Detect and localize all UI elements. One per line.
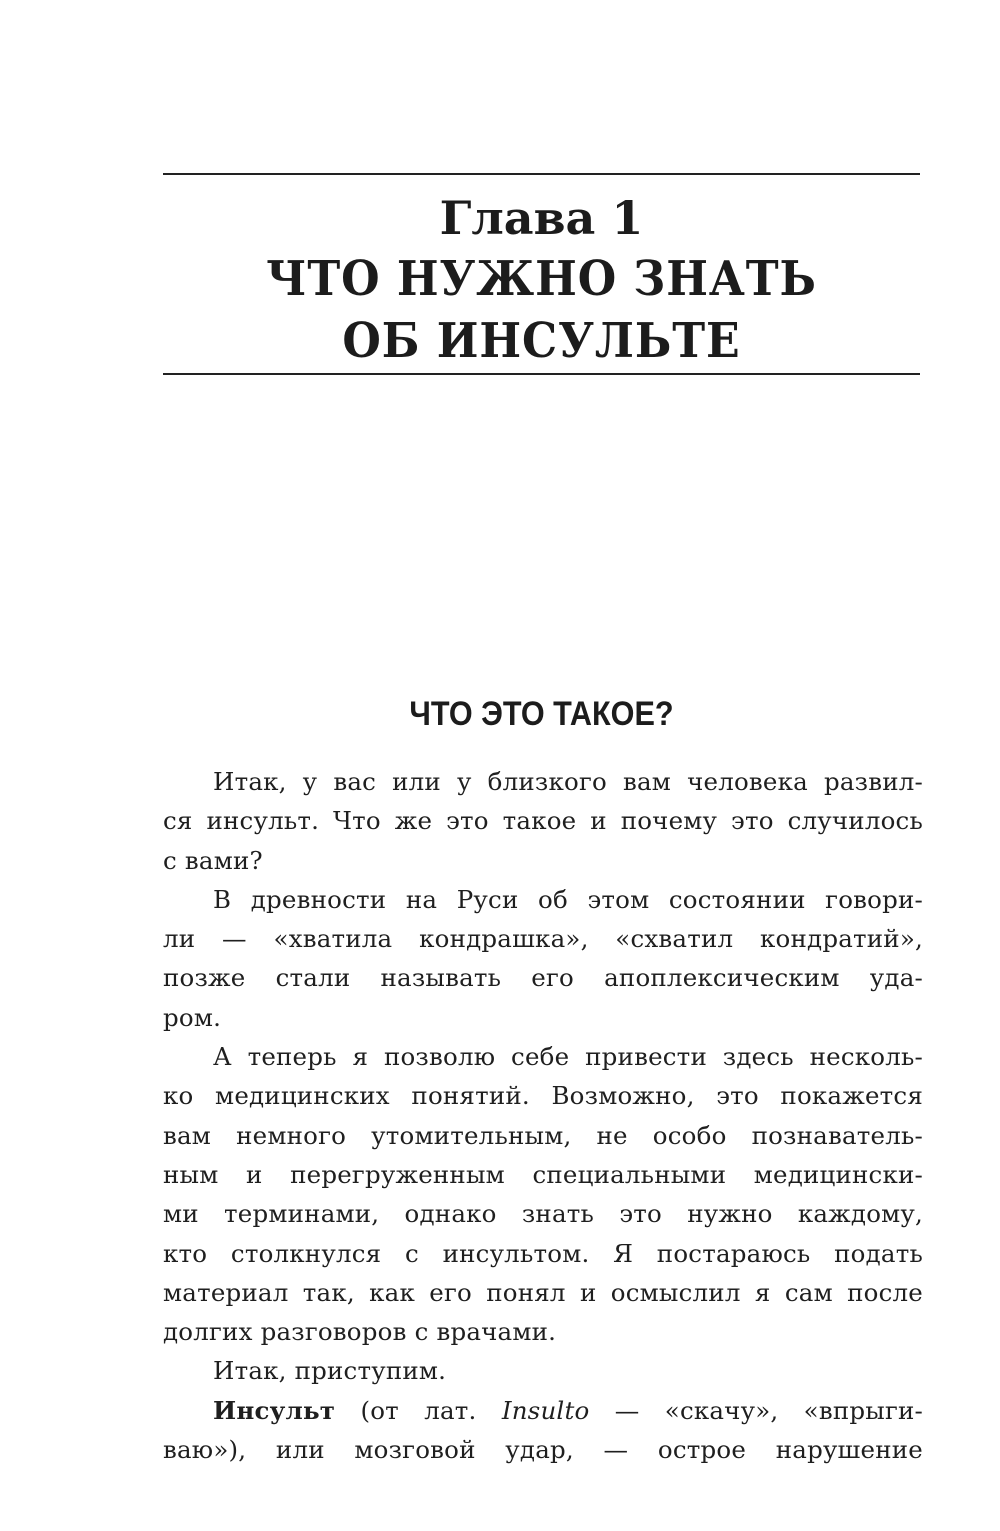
text-line: ром. (163, 1002, 222, 1032)
text-line: ли — «хватила кондрашка», «схватил кондратий», (163, 924, 923, 954)
text-line: кто столкнулся с инсультом. Я постараюсь подать (163, 1238, 923, 1268)
text-line: долгих разговоров с врачами. (163, 1317, 557, 1347)
section-title: ЧТО ЭТО ТАКОЕ? (409, 695, 674, 733)
chapter-label: Глава 1 (439, 191, 644, 245)
latin-term: Insulto (501, 1395, 590, 1425)
text-line: с вами? (163, 845, 263, 875)
text-line: ся инсульт. Что же это такое и почему это случилось (163, 806, 923, 836)
chapter-title-line-1: ЧТО НУЖНО ЗНАТЬ (266, 251, 817, 307)
text-line: позже стали называть его апоплексическим уда- (163, 963, 923, 993)
definition-text: — «скачу», «впрыги- (589, 1395, 923, 1425)
chapter-bottom-rule (163, 373, 920, 375)
text-line: ми терминами, однако знать это нужно каждому, (163, 1199, 923, 1229)
text-line: вам немного утомительным, не особо познаватель- (163, 1120, 923, 1150)
definition-text: (от лат. (335, 1395, 502, 1425)
definition-line-1 (163, 1391, 923, 1430)
text-line: Итак, приступим. (213, 1356, 447, 1386)
chapter-top-rule (163, 173, 920, 175)
text-line: А теперь я позволю себе привести здесь несколь- (213, 1042, 923, 1072)
text-line: В древности на Руси об этом состоянии говори- (213, 884, 923, 914)
text-line: Итак, у вас или у близкого вам человека развил- (213, 767, 923, 796)
chapter-heading (163, 188, 920, 372)
text-line: ко медицинских понятий. Возможно, это покажется (163, 1081, 923, 1111)
definition-term: Инсульт (213, 1395, 336, 1425)
text-line: ным и перегруженным специальными медицински- (163, 1159, 923, 1189)
body-text (163, 762, 923, 1469)
definition-line-2: ваю»), или мозговой удар, — острое нарушение (163, 1435, 923, 1465)
chapter-title-line-2: ОБ ИНСУЛЬТЕ (342, 313, 741, 369)
text-line: материал так, как его понял и осмыслил я сам после (163, 1277, 923, 1307)
